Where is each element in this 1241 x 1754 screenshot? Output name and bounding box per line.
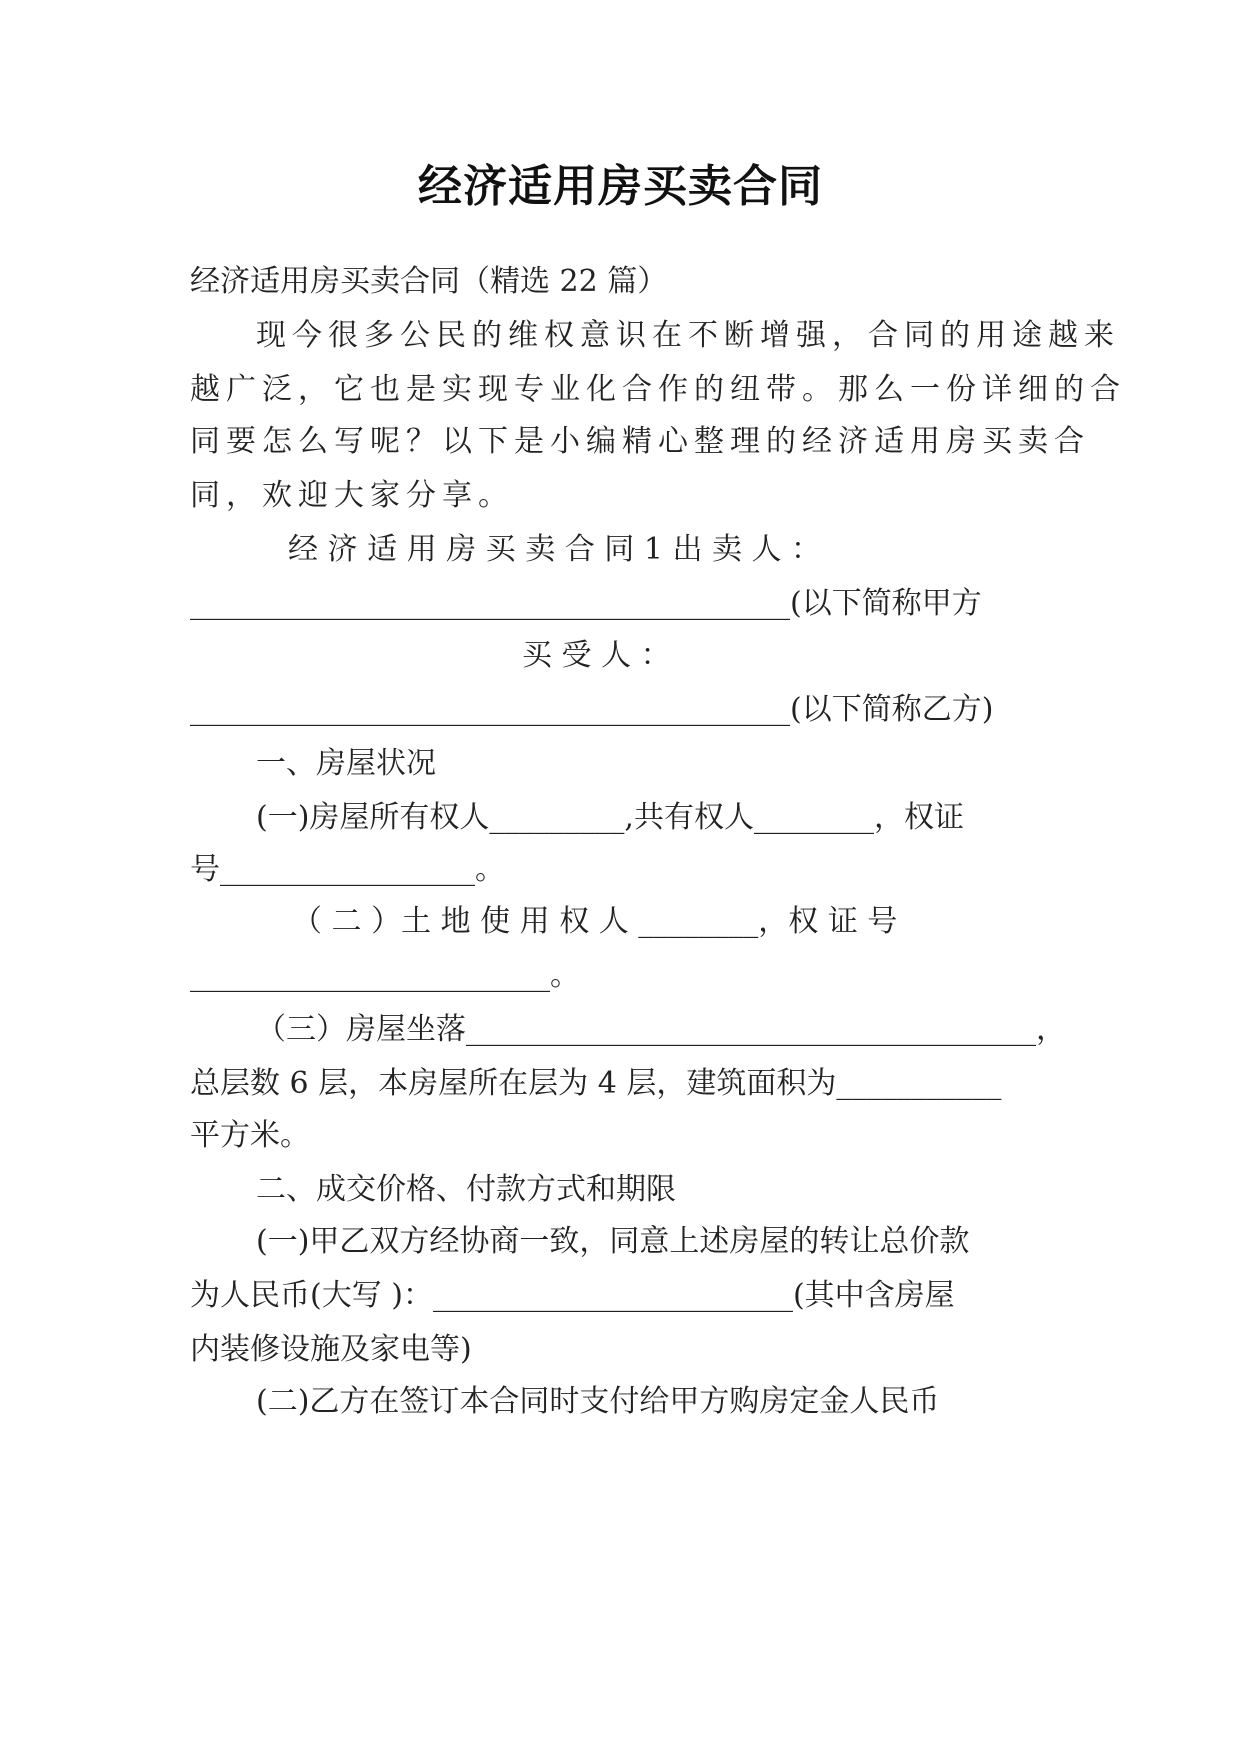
clause-line: （ 二 ）土 地 使 用 权 人 ________，权 证 号 xyxy=(292,904,898,939)
clause-line: 内装修设施及家电等) xyxy=(190,1332,472,1367)
paragraph-line: 同要怎么写呢？以下是小编精心整理的经济适用房买卖合 xyxy=(190,424,1090,459)
clause-line: 总层数 6 层，本房屋所在层为 4 层，建筑面积为___________ xyxy=(190,1066,1002,1101)
contract-heading-seller-line: 经 济 适 用 房 买 卖 合 同 1 出 卖 人 ： xyxy=(288,532,822,567)
clause-line: (一)甲乙双方经协商一致，同意上述房屋的转让总价款 xyxy=(256,1224,970,1259)
clause-line: (二)乙方在签订本合同时支付给甲方购房定金人民币 xyxy=(256,1384,940,1419)
clause-line: 号_________________。 xyxy=(190,852,505,887)
clause-line: (一)房屋所有权人_________,共有权人________，权证 xyxy=(256,800,964,835)
paragraph-line: 现今很多公民的维权意识在不断增强，合同的用途越来 xyxy=(256,318,1120,353)
buyer-blank-line: ________________________________________(以下简称乙方) xyxy=(190,692,994,727)
document-title: 经济适用房买卖合同 xyxy=(418,161,823,212)
paragraph-line: 同，欢迎大家分享。 xyxy=(190,478,514,513)
seller-blank-line: ________________________________________(以下简称甲方 xyxy=(190,586,982,621)
paragraph-line: 越广泛，它也是实现专业化合作的纽带。那么一份详细的合 xyxy=(190,372,1126,407)
buyer-label-line: 买 受 人 ： xyxy=(522,638,671,673)
clause-line: 平方米。 xyxy=(190,1118,310,1153)
clause-line: （三）房屋坐落______________________________________， xyxy=(256,1012,1066,1047)
section-heading: 二、成交价格、付款方式和期限 xyxy=(256,1172,676,1207)
section-heading: 一、房屋状况 xyxy=(256,746,436,781)
subtitle-line: 经济适用房买卖合同（精选 22 篇） xyxy=(190,264,668,299)
clause-line: ________________________。 xyxy=(190,958,580,993)
clause-line: 为人民币(大写 )：________________________(其中含房屋 xyxy=(190,1278,955,1313)
